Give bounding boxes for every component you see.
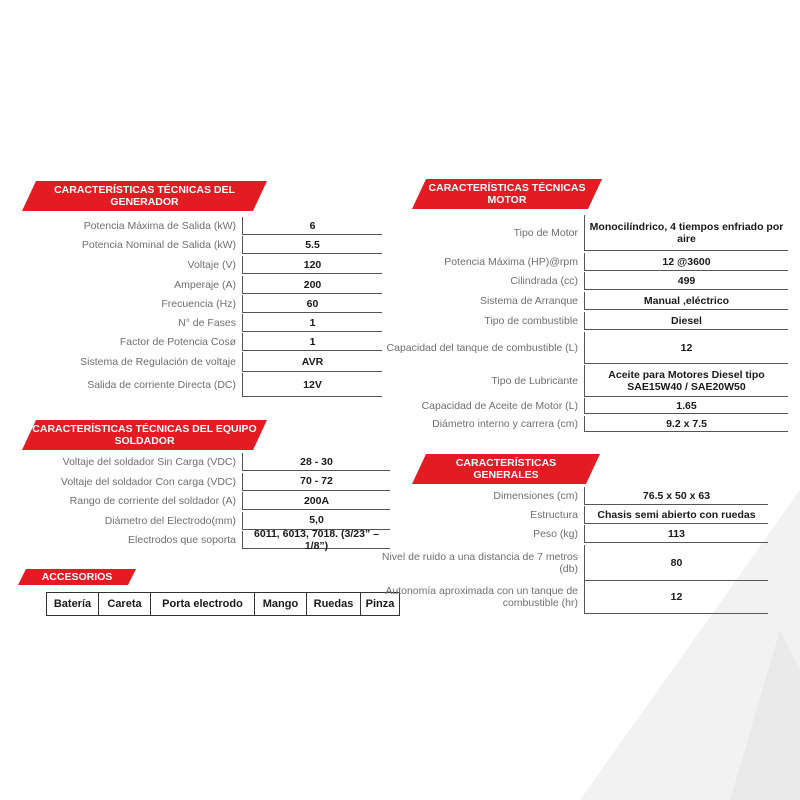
spec-label: Sistema de Regulación de voltaje	[80, 356, 236, 368]
spec-row	[20, 352, 382, 372]
spec-label: Voltaje (V)	[187, 259, 236, 271]
accesorio-item: Porta electrodo	[151, 593, 255, 615]
spec-label: Diámetro interno y carrera (cm)	[432, 418, 578, 430]
spec-label: Potencia Máxima (HP)@rpm	[444, 256, 578, 268]
spec-label: Diámetro del Electrodo(mm)	[104, 514, 236, 527]
spec-row	[380, 416, 788, 432]
spec-value: 76.5 x 50 x 63	[584, 487, 768, 505]
spec-row	[380, 253, 788, 271]
spec-value: 200A	[242, 492, 390, 510]
spec-value: 1.65	[584, 398, 788, 414]
accesorio-item: Ruedas	[307, 593, 361, 615]
spec-row	[380, 506, 768, 524]
spec-value: 1	[242, 333, 382, 351]
accesorio-item: Batería	[47, 593, 99, 615]
spec-row	[380, 365, 788, 397]
spec-row	[20, 333, 382, 351]
spec-label: Factor de Potencia Cosø	[119, 336, 236, 348]
spec-row	[20, 295, 382, 313]
spec-row	[380, 272, 788, 290]
spec-value: 80	[584, 545, 768, 581]
spec-value: 5.5	[242, 236, 382, 254]
spec-label: Rango de corriente del soldador (A)	[69, 495, 236, 507]
spec-label: Electrodos que soporta	[128, 534, 236, 546]
spec-label: Cilindrada (cc)	[510, 275, 578, 287]
spec-label: Tipo de Motor	[513, 227, 578, 239]
spec-row	[20, 492, 390, 510]
spec-row	[20, 373, 382, 397]
spec-label: Nivel de ruido a una distancia de 7 metros (db)	[381, 551, 578, 575]
spec-row	[380, 580, 768, 614]
spec-row	[380, 545, 768, 581]
motor-banner	[412, 179, 602, 209]
spec-value: Aceite para Motores Diesel tipo SAE15W40 / SAE20W50	[584, 365, 788, 397]
spec-row	[20, 453, 390, 471]
accesorio-item: Mango	[255, 593, 307, 615]
spec-label: Estructura	[530, 509, 578, 521]
spec-value: 499	[584, 272, 788, 290]
spec-label: Peso (kg)	[533, 528, 578, 540]
spec-row	[380, 215, 788, 251]
spec-value: Chasis semi abierto con ruedas	[584, 506, 768, 524]
spec-label: Amperaje (A)	[174, 279, 236, 291]
spec-row	[380, 312, 788, 330]
accesorios-table	[46, 592, 400, 616]
generador-banner	[22, 181, 267, 211]
spec-row	[20, 256, 382, 274]
accesorios-banner	[18, 569, 136, 585]
spec-value: 70 - 72	[242, 473, 390, 491]
spec-label: Dimensiones (cm)	[493, 490, 578, 502]
spec-label: Salida de corriente Directa (DC)	[87, 379, 236, 391]
spec-label: Capacidad de Aceite de Motor (L)	[421, 400, 578, 412]
spec-row	[380, 332, 788, 364]
spec-label: Tipo de Lubricante	[491, 375, 578, 387]
spec-label: Voltaje del soldador Sin Carga (VDC)	[62, 456, 236, 468]
spec-label: Potencia Máxima de Salida (kW)	[83, 220, 236, 232]
spec-value: 28 - 30	[242, 453, 390, 471]
spec-row	[380, 292, 788, 310]
accesorios-title: ACCESORIOS	[41, 571, 113, 583]
spec-value: 60	[242, 295, 382, 313]
spec-value: 9.2 x 7.5	[584, 416, 788, 432]
spec-value: 12V	[242, 373, 382, 397]
spec-row	[20, 276, 382, 294]
spec-value: 12	[584, 332, 788, 364]
spec-row	[20, 473, 390, 491]
accesorio-item: Careta	[99, 593, 151, 615]
spec-row	[380, 398, 788, 414]
spec-value: 113	[584, 525, 768, 543]
spec-label: N° de Fases	[178, 317, 236, 329]
spec-value: 6011, 6013, 7018. (3/23” – 1/8”)	[242, 531, 390, 549]
spec-value: 12	[584, 580, 768, 614]
spec-value: 1	[242, 314, 382, 332]
spec-row	[380, 487, 768, 505]
spec-row	[20, 236, 382, 254]
soldador-title: CARACTERÍSTICAS TÉCNICAS DEL EQUIPO SOLDADOR	[32, 423, 257, 447]
spec-label: Voltaje del soldador Con carga (VDC)	[60, 475, 236, 488]
generador-title: CARACTERÍSTICAS TÉCNICAS DEL GENERADOR	[54, 184, 235, 208]
generales-title: CARACTERÍSTICAS GENERALES	[455, 457, 557, 481]
spec-row	[20, 527, 390, 552]
spec-value: Diesel	[584, 312, 788, 330]
spec-value: AVR	[242, 352, 382, 372]
spec-value: 6	[242, 217, 382, 235]
spec-value: Monocilíndrico, 4 tiempos enfriado por aire	[584, 215, 788, 251]
motor-title: CARACTERÍSTICAS TÉCNICAS MOTOR	[428, 182, 586, 206]
accesorio-item: Pinza	[365, 598, 395, 610]
spec-row	[20, 314, 382, 332]
spec-row	[380, 525, 768, 543]
spec-label: Sistema de Arranque	[479, 295, 578, 307]
generales-banner	[412, 454, 600, 484]
spec-label: Potencia Nominal de Salida (kW)	[81, 239, 236, 251]
spec-value: 12 @3600	[584, 253, 788, 271]
spec-value: 120	[242, 256, 382, 274]
spec-label: Autonomía aproximada con un tanque de combustible (hr)	[385, 585, 578, 609]
spec-value: 200	[242, 276, 382, 294]
soldador-banner	[22, 420, 267, 450]
spec-label: Frecuencia (Hz)	[161, 298, 236, 310]
spec-row	[20, 217, 382, 235]
spec-label: Capacidad del tanque de combustible (L)	[386, 342, 578, 354]
spec-label: Tipo de combustible	[484, 315, 578, 327]
spec-value: 5,0	[242, 512, 390, 530]
spec-value: Manual ,eléctrico	[584, 292, 788, 310]
